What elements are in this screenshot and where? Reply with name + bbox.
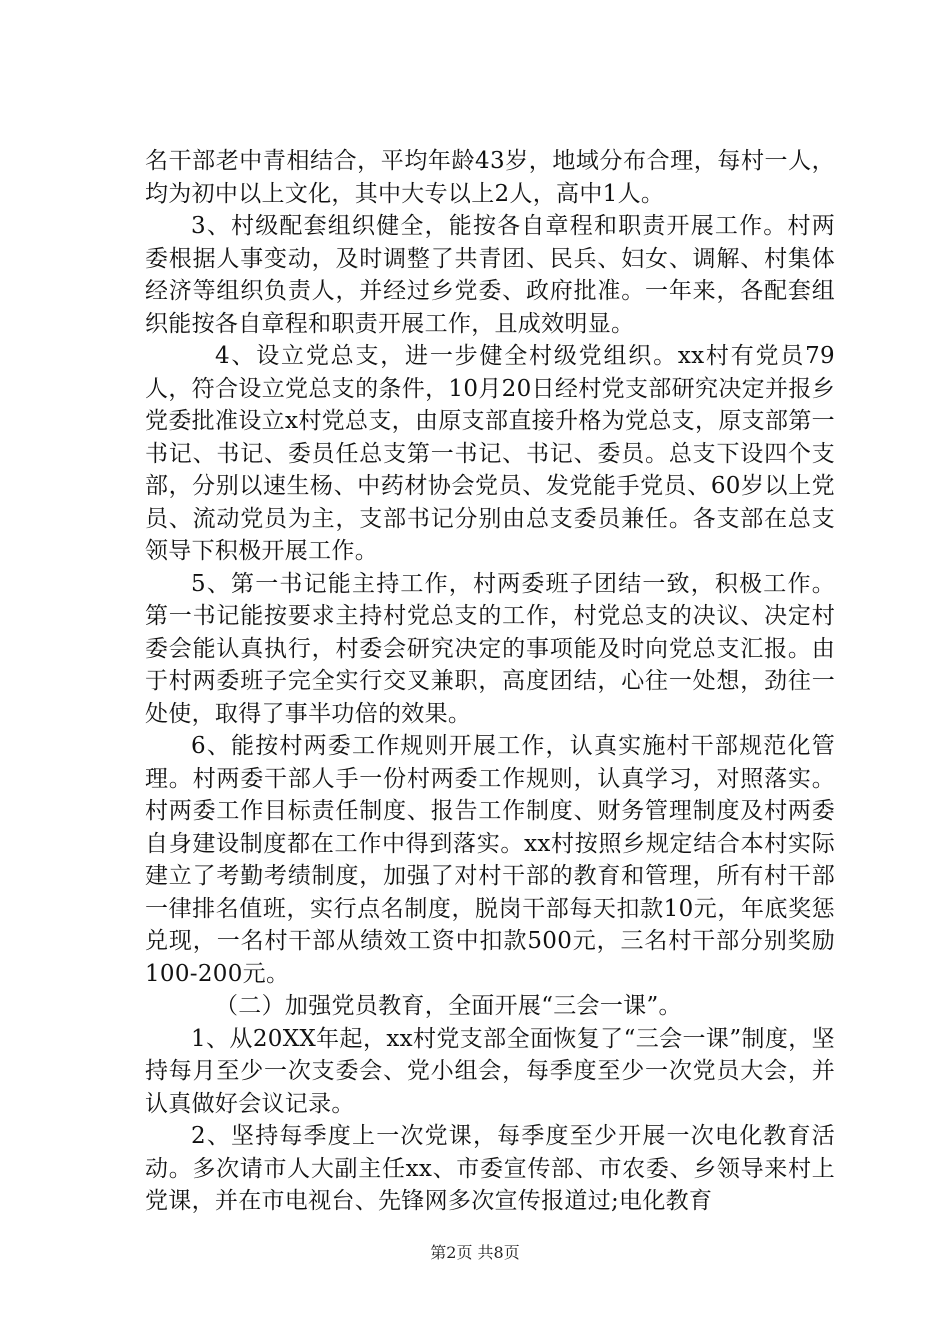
paragraph-continuation: 名干部老中青相结合，平均年龄43岁，地域分布合理，每村一人，均为初中以上文化，其中大专以上2人，高中1人。: [145, 148, 835, 207]
paragraph-item-4: 4、设立党总支，进一步健全村级党组织。xx村有党员79人，符合设立党总支的条件，10月20日经村党支部研究决定并报乡党委批准设立x村党总支，由原支部直接升格为党总支，原支部第一书记、书记、委员任总支第一书记、书记、委员。总支下设四个支部，分别以速生杨、中药材协会党员、发党能手党员、60岁以上党员、流动党员为主，支部书记分别由总支委员兼任。各支部在总支领导下积极开展工作。: [145, 343, 835, 564]
page-footer: 第2页 共8页: [430, 1243, 520, 1262]
paragraph-item-3: 3、村级配套组织健全，能按各自章程和职责开展工作。村两委根据人事变动，及时调整了共青团、民兵、妇女、调解、村集体经济等组织负责人，并经过乡党委、政府批准。一年来，各配套组织能按各自章程和职责开展工作，且成效明显。: [145, 213, 835, 337]
paragraph-sub-item-1: 1、从20XX年起，xx村党支部全面恢复了“三会一课”制度，坚持每月至少一次支委会、党小组会，每季度至少一次党员大会，并认真做好会议记录。: [145, 1025, 835, 1117]
section-heading-2: （二）加强党员教育，全面开展“三会一课”。: [215, 993, 682, 1019]
paragraph-item-5: 5、第一书记能主持工作，村两委班子团结一致，积极工作。第一书记能按要求主持村党总支的工作，村党总支的决议、决定村委会能认真执行，村委会研究决定的事项能及时向党总支汇报。由于村两委班子完全实行交叉兼职，高度团结，心往一处想，劲往一处使，取得了事半功倍的效果。: [145, 570, 835, 727]
paragraph-item-6: 6、能按村两委工作规则开展工作，认真实施村干部规范化管理。村两委干部人手一份村两委工作规则，认真学习，对照落实。村两委工作目标责任制度、报告工作制度、财务管理制度及村两委自身建设制度都在工作中得到落实。xx村按照乡规定结合本村实际建立了考勤考绩制度，加强了对村干部的教育和管理，所有村干部一律排名值班，实行点名制度，脱岗干部每天扣款10元，年底奖惩兑现，一名村干部从绩效工资中扣款500元，三名村干部分别奖励100-200元。: [145, 733, 835, 987]
document-body: [145, 145, 835, 1218]
paragraph-sub-item-2: 2、坚持每季度上一次党课，每季度至少开展一次电化教育活动。多次请市人大副主任xx、市委宣传部、市农委、乡领导来村上党课，并在市电视台、先锋网多次宣传报道过;电化教育: [145, 1123, 835, 1214]
